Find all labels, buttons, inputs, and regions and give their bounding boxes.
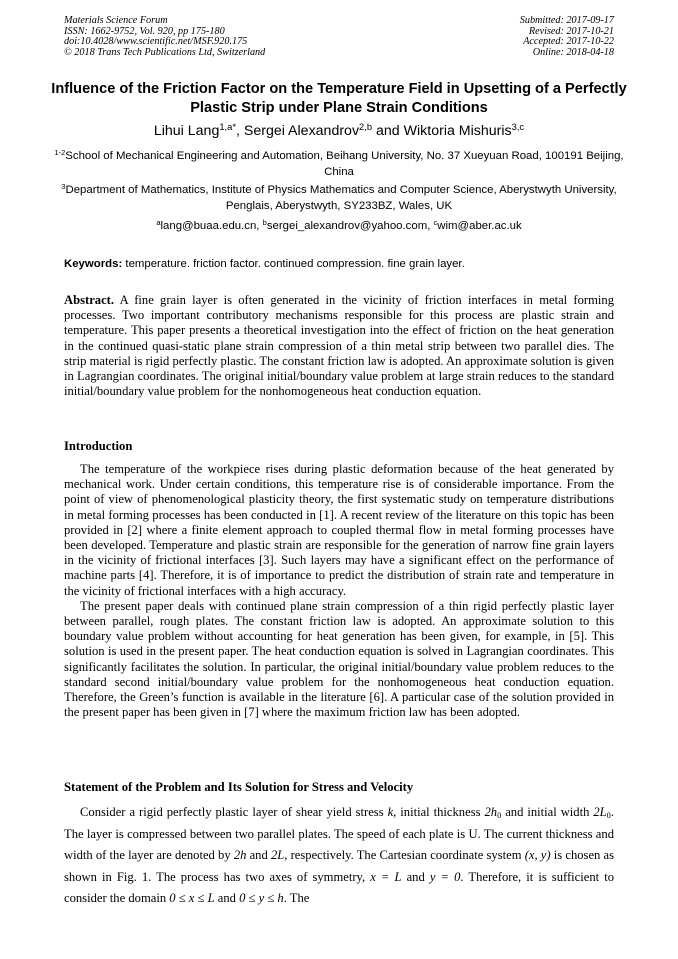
statement-heading: Statement of the Problem and Its Solution for Stress and Velocity [64,780,414,794]
author-emails [50,219,628,235]
text-run: and [401,869,430,884]
text-run: is chosen as shown in Fig. 1. The process has two axes of symmetry, [64,848,615,884]
text-run: . Therefore, it is sufficient to consider the domain [64,869,615,905]
date-revised: Revised: 2017-10-21 [528,25,614,37]
abstract-text: A fine grain layer is often generated in the vicinity of friction interfaces in metal forming processes. Two important contributory mechanisms responsible for this process are plastic strain and temperature. This paper presents a theoretical investigation into the effect of friction on the heat generation in the continued quasi-static plane strain compression of a thin metal strip between two parallel dies. The strip material is rigid perfectly plastic. The constant friction law is adopted. An approximate solution is given in Lagrangian coordinates. The original initial/boundary value problem at large strain reduces to the standard initial/boundary value problem for the nonhomogeneous heat conduction equation. [64,293,614,399]
math-symbol: 2h [484,805,498,819]
keywords-label: Keywords: [64,258,123,270]
math-symbol: 2L [270,848,285,862]
math-symbol: 2h [233,848,247,862]
paragraph: The temperature of the workpiece rises during plastic deformation because of the heat generated by mechanical work. Under certain conditions, this temperature rise is of considerable importance. From the point of view of phenomenological plasticity theory, the first systematic study on temperature distributions in metal forming processes has been conducted in [1]. A recent review of the literature on this topic has been provided in [2] where a finite element approach to coupled thermal flow in metal forming processes have been developed. Temperature and plastic strain are responsible for the generation of narrow fine grain layers in the vicinity of frictional interfaces [3]. Such layers may have a significant effect on the performance of machine parts [4]. Therefore, it is of importance to predict the distribution of strain rate and temperature in the vicinity of frictional interfaces with a high accuracy. [64,462,614,598]
math-symbol: k [387,805,394,819]
paper-title: Influence of the Friction Factor on the Temperature Field in Upsetting of a Perfectly Plastic Strip under Plane Strain Conditions [51,81,627,116]
journal-doi: doi:10.4028/www.scientific.net/MSF.920.175 [64,36,248,48]
math-subscript: 0 [497,811,502,821]
email-address: sergei_alexandrov@yahoo.com, [266,220,434,232]
math-symbol: 0 ≤ y ≤ h [239,891,284,905]
journal-name: Materials Science Forum [64,15,168,26]
introduction-body [64,462,614,720]
affiliation-2 [50,183,628,214]
keywords [64,257,624,272]
submission-dates [520,16,614,58]
affiliation-1 [50,149,628,180]
author-separator: and [372,123,404,139]
math-symbol: x = L [370,869,402,884]
text-run: and [214,891,240,905]
math-symbol: (x, y) [524,848,551,862]
paragraph [64,802,614,910]
text-run: . The [283,891,310,905]
math-symbol: y = 0 [429,869,461,884]
journal-info [64,16,265,58]
introduction-heading: Introduction [64,439,133,453]
statement-body [64,802,614,910]
abstract [64,293,614,399]
abstract-label: Abstract. [64,293,115,307]
journal-issn: ISSN: 1662-9752, Vol. 920, pp 175-180 [64,25,225,37]
affiliation-mark: 1-2 [54,147,66,157]
email-mark: b [262,217,267,227]
text-run: . The layer is compressed between two parallel plates. The speed of each plate is U. The current thickness and width of the layer are denoted by [64,805,614,862]
email-address: lang@buaa.edu.cn, [160,220,263,232]
author-affiliation-mark: 1,a* [219,121,236,132]
journal-copyright: © 2018 Trans Tech Publications Ltd, Switzerland [64,46,266,58]
text-run: , respectively. The Cartesian coordinate system [284,848,525,862]
math-subscript: 0 [606,811,611,821]
author-affiliation-mark: 2,b [359,121,373,132]
author-list [40,122,638,140]
text-run: and initial width [501,805,594,819]
email-address: wim@aber.ac.uk [437,220,522,232]
text-run: , initial thickness [393,805,485,819]
date-online: Online: 2018-04-18 [532,46,614,58]
text-run: and [246,848,271,862]
affiliation-text: Department of Mathematics, Institute of Physics Mathematics and Computer Science, Aberystwyth University, Penglais, Aberystwyth, SY233BZ, Wales, UK [65,184,617,212]
author-name: Sergei Alexandrov [243,123,360,139]
email-mark: c [433,217,438,227]
math-symbol: 2L [593,805,607,819]
author-name: Wiktoria Mishuris [403,123,512,139]
math-symbol: 0 ≤ x ≤ L [169,891,215,905]
affiliation-mark: 3 [61,181,66,191]
keywords-text: temperature. friction factor. continued compression. fine grain layer. [122,258,465,270]
text-run: Consider a rigid perfectly plastic layer of shear yield stress [80,805,388,819]
date-submitted: Submitted: 2017-09-17 [519,15,614,26]
author-affiliation-mark: 3,c [511,121,525,132]
author-separator: , [236,123,244,139]
email-mark: a [156,217,161,227]
date-accepted: Accepted: 2017-10-22 [523,36,614,48]
author-name: Lihui Lang [153,123,220,139]
paragraph: The present paper deals with continued plane strain compression of a thin rigid perfectly plastic layer between parallel, rough plates. The constant friction law is adopted. An approximate solution to this boundary value problem without accounting for heat generation has been given, for example, in [5]. This solution is used in the present paper. The heat conduction equation is solved in Lagrangian coordinates. This significantly facilitates the solution. In particular, the original initial/boundary value problem reduces to the standard second initial/boundary value problem for the nonhomogeneous heat conduction equation. Therefore, the Green’s function is available in the literature [6]. A particular case of the solution provided in the present paper has been given in [7] where the maximum friction law has been adopted. [64,598,614,720]
affiliation-text: School of Mechanical Engineering and Automation, Beihang University, No. 37 Xueyuan Road, 100191 Beijing, China [65,150,624,178]
